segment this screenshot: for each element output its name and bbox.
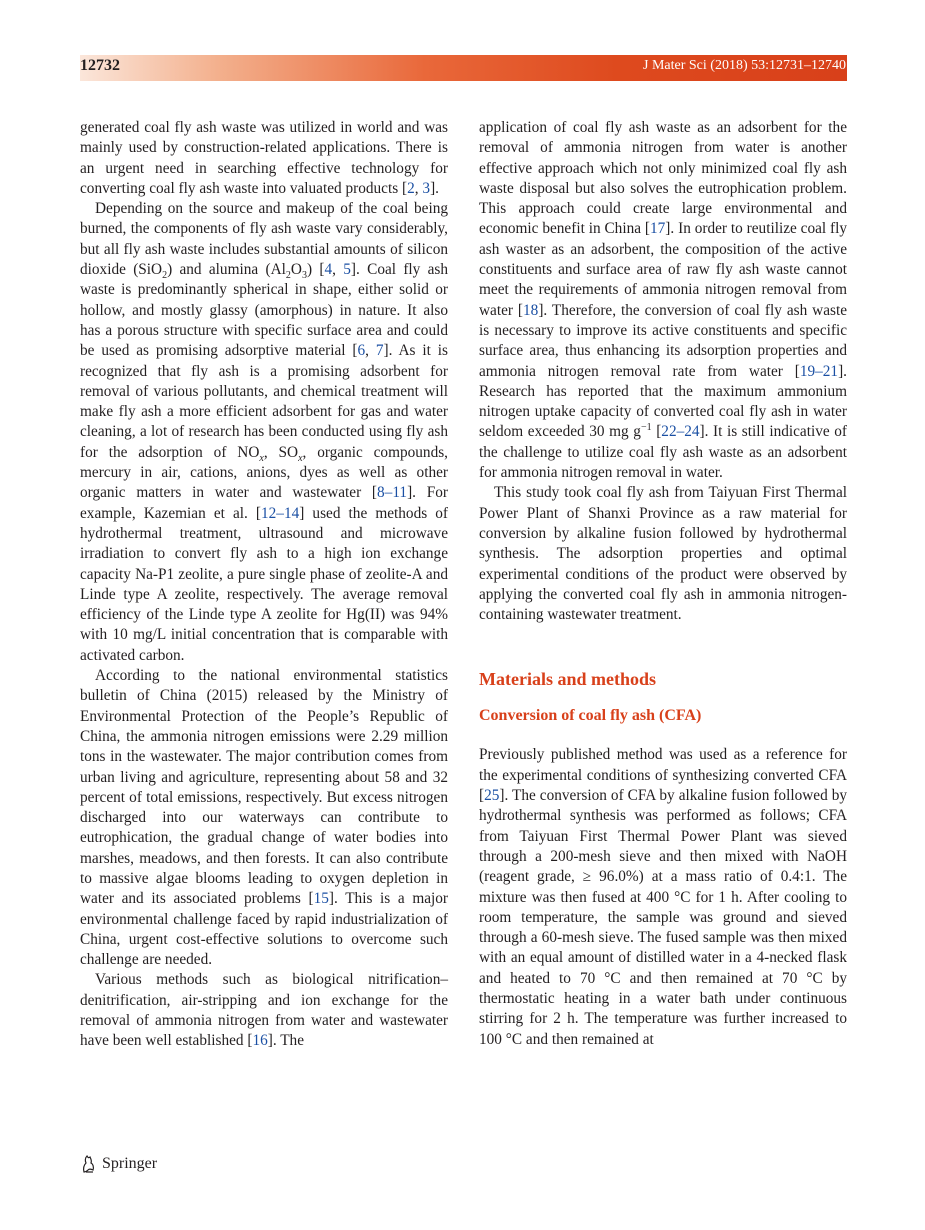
paragraph: Depending on the source and makeup of the coal being burned, the components of fly ash waste vary considerably, but all fly ash waste includes substantial amounts of silicon dioxide (SiO$_2$) and alumina $(Al_2O_3)$ [4, 5]. Coal fly ash waste is predominantly spherical in shape, either solid or hollow, and mostly glassy (amorphous) in nature. It also has a porous structure with specific surface area and could be used as promising adsorptive material [6, 7]. As it is recognized that fly ash is a promising adsorbent for removal of various pollutants, and chemical treatment will make fly ash a more efficient adsorbent for gas and water cleaning, a lot of research has been conducted using fly ash for the adsorption of $NO_x$, $SO_x$, organic compounds, mercury in air, cations, anions, dyes as well as other organic matters in water and wastewater [8–11]. For example, Kazemian et al. [12–14] used the methods of hydrothermal treatment, ultrasound and microwave irradiation to convert fly ash to a high ion exchange capacity Na-P1 zeolite, a pure single phase of zeolite-A and Linde type A zeolite, respectively. The average removal efficiency of the Linde type A zeolite for Hg(II) was 94% with 10 mg/L initial concentration that is comparable with activated carbon. bbox=[80, 200, 449, 664]
citation-link[interactable]: 16 bbox=[252, 1032, 268, 1050]
citation-link[interactable]: 8–11 bbox=[377, 484, 408, 502]
left-column bbox=[80, 118, 448, 1052]
citation-link[interactable]: 15 bbox=[313, 890, 329, 908]
publisher-name: Springer bbox=[102, 1155, 158, 1172]
citation-link[interactable]: 22–24 bbox=[661, 423, 700, 441]
citation-link[interactable]: 12–14 bbox=[261, 504, 300, 522]
paragraph: According to the national environmental statistics bulletin of China (2015) released by the Ministry of Environmental Protection of the People’s Republic of China, the ammonia nitrogen emissions were 2.29 million tons in the wastewater. The major contribution comes from urban living and agriculture, representing about 58 and 32 percent of total emissions, respectively. But excess nitrogen discharged into our waterways can contribute to eutrophication, the gradual change of water bodies into marshes, meadows, and then forests. It can also contribute to massive algae blooms leading to oxygen depletion in water and its associated problems [15]. This is a major environmental challenge faced by rapid industrialization of China, urgent cost-effective solutions to overcome such challenge are needed. bbox=[80, 667, 449, 969]
right-column bbox=[479, 118, 847, 1050]
citation-link[interactable]: 17 bbox=[650, 220, 666, 238]
citation-link[interactable]: 5 bbox=[343, 261, 351, 279]
citation-link[interactable]: 18 bbox=[523, 301, 539, 319]
springer-horse-icon bbox=[80, 1154, 96, 1174]
citation-link[interactable]: 7 bbox=[375, 342, 384, 360]
paragraph: Various methods such as biological nitrification–denitrification, air-stripping and ion exchange for the removal of ammonia nitrogen from water and wastewater have been well established [16]. The bbox=[80, 971, 448, 1050]
citation-link[interactable]: 6 bbox=[357, 342, 366, 360]
section-heading: Materials and methods bbox=[479, 669, 656, 690]
citation-link[interactable]: 25 bbox=[484, 787, 500, 805]
paragraph: generated coal fly ash waste was utilized in world and was mainly used by construction-related applications. There is an urgent need in searching effective technology for converting coal fly ash waste into valuated products [2, 3]. bbox=[80, 119, 448, 197]
paragraph: Previously published method was used as a reference for the experimental conditions of synthesizing converted CFA [25]. The conversion of CFA by alkaline fusion followed by hydrothermal synthesis was performed as follows; CFA from Taiyuan First Thermal Power Plant was sieved through a 200-mesh sieve and then mixed with NaOH (reagent grade, ≥ 96.0%) at a mass ratio of 0.4:1. The mixture was then fused at 400 °C for 1 h. After cooling to room temperature, the sample was ground and sieved through a 60-mesh sieve. The fused sample was then mixed with an equal amount of distilled water in a 4-necked flask and heated to 70 °C and then remained at 70 °C by thermostatic heating in a water bath under continuous stirring for 2 h. The temperature was further increased to 100 °C and then remained at bbox=[479, 746, 847, 1048]
citation-link[interactable]: 19–21 bbox=[799, 362, 839, 380]
page-number: 12732 bbox=[80, 57, 120, 74]
citation-link[interactable]: 3 bbox=[422, 179, 431, 197]
paragraph: This study took coal fly ash from Taiyuan First Thermal Power Plant of Shanxi Province as a raw material for conversion by alkaline fusion followed by hydrothermal synthesis. The adsorption properties and optimal experimental conditions of the product were observed by applying the converted coal fly ash in ammonia nitrogen-containing wastewater treatment. bbox=[479, 484, 847, 624]
citation-link[interactable]: 2 bbox=[407, 179, 415, 197]
paragraph: application of coal fly ash waste as an adsorbent for the removal of ammonia nitrogen from water is another effective approach which not only minimized coal fly ash waste disposal but also solves the eutrophication problem. This approach could create large environmental and economic benefit in China [17]. In order to reutilize coal fly ash waster as an adsorbent, the composition of the active constituents and surface area of raw fly ash waste cannot meet the requirements of ammonia nitrogen removal from water [18]. Therefore, the conversion of coal fly ash waste is necessary to improve its active constituents and specific surface area, thus enhancing its adsorption properties and ammonia nitrogen removal rate from water [19–21]. Research has reported that the maximum ammonium nitrogen uptake capacity of converted coal fly ash in water seldom exceeded 30 mg $g^{-1}$ [22–24]. It is still indicative of the challenge to utilize coal fly ash waste as an adsorbent for ammonia nitrogen removal in water. bbox=[479, 119, 848, 482]
footer bbox=[80, 1154, 157, 1174]
subsection-heading: Conversion of coal fly ash (CFA) bbox=[479, 707, 702, 725]
journal-reference: J Mater Sci (2018) 53:12731–12740 bbox=[643, 58, 846, 73]
citation-link[interactable]: 4 bbox=[324, 261, 333, 279]
